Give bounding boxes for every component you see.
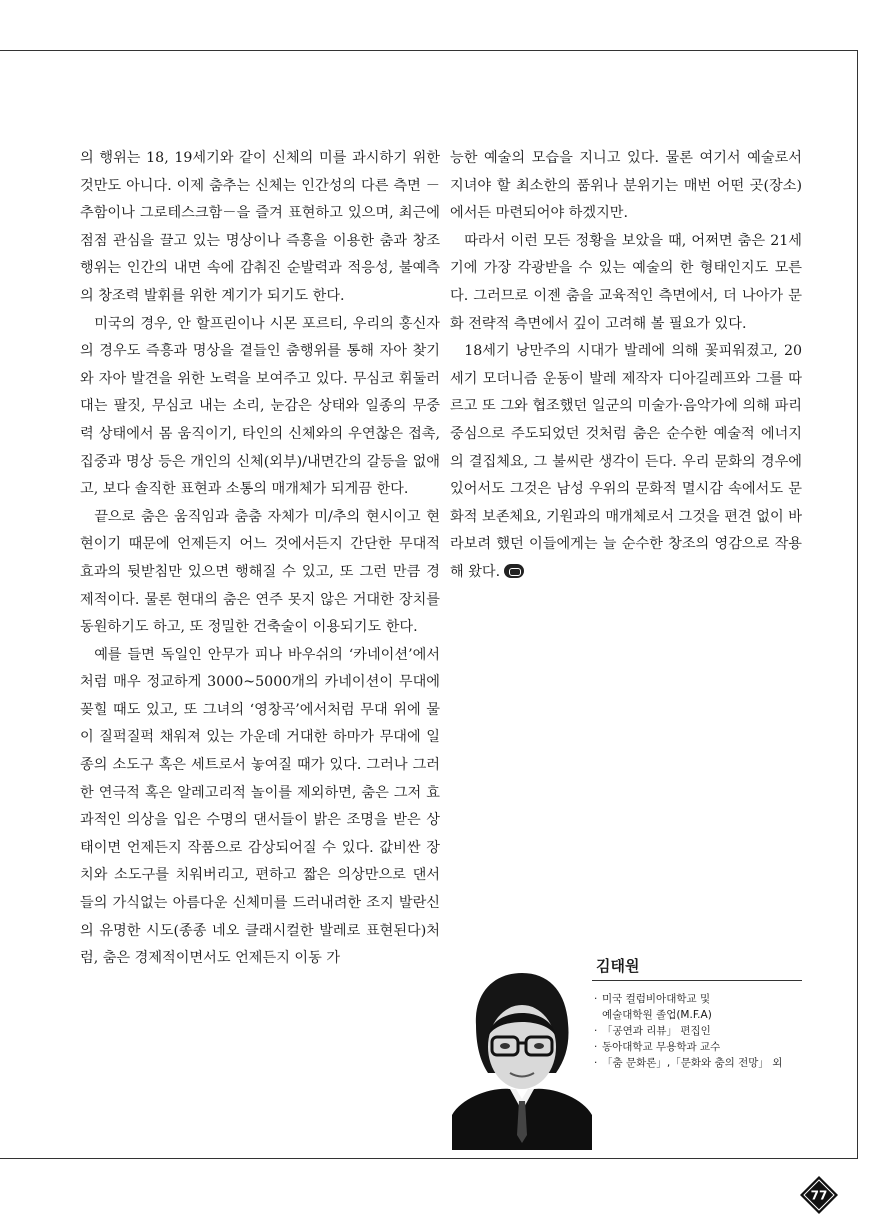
author-name: 김태원 bbox=[596, 957, 640, 975]
right-text-column bbox=[450, 145, 802, 587]
bio-item: · 「공연과 리뷰」 편집인 bbox=[592, 1023, 812, 1039]
bio-item: 예술대학원 졸업(M.F.A) bbox=[602, 1009, 712, 1021]
page-number: 77 bbox=[810, 1188, 828, 1203]
bio-item: · 미국 컬럼비아대학교 및 bbox=[592, 991, 812, 1007]
left-text-column bbox=[80, 145, 440, 973]
article-end-mark-icon bbox=[504, 564, 524, 578]
paragraph: 능한 예술의 모습을 지니고 있다. 물론 여기서 예술로서 지녀야 할 최소한의 품위나 분위기는 매번 어떤 곳(장소)에서든 마련되어야 하겠지만. bbox=[450, 150, 802, 222]
paragraph: 따라서 이런 모든 정황을 보았을 때, 어쩌면 춤은 21세기에 가장 각광받을 수 있는 예술의 한 형태인지도 모른다. 그러므로 이젠 춤을 교육적인 측면에서, 더 나아가 문화 전략적 측면에서 깊이 고려해 볼 필요가 있다. bbox=[450, 232, 802, 332]
page-number-badge bbox=[799, 1175, 839, 1215]
paragraph: 예를 들면 독일인 안무가 피나 바우쉬의 ‘카네이션’에서처럼 매우 정교하게 3000~5000개의 카네이션이 무대에 꽂힐 때도 있고, 또 그녀의 ‘영창곡’에서처럼 무대 위에 물이 질퍽질퍽 채워져 있는 가운데 거대한 하마가 무대에 일종의 소도구 혹은 세트로서 놓여질 때가 있다. 그러나 그러한 연극적 혹은 알레고리적 놀이를 제외하면, 춤은 그저 효과적인 의상을 입은 수명의 댄서들이 밝은 조명을 받은 상태이면 언제든지 작품으로 감상되어질 수 있다. 값비싼 장치와 소도구를 치워버리고, 편하고 짧은 의상만으로 댄서들의 가식없는 아름다운 신체미를 드러내려한 조지 발란신의 유명한 시도(종종 네오 클래시컬한 발레로 표현된다)처럼, 춤은 경제적이면서도 언제든지 이동 가 bbox=[80, 646, 440, 967]
author-divider bbox=[592, 980, 802, 981]
author-bio-list bbox=[592, 991, 812, 1071]
paragraph: 의 행위는 18, 19세기와 같이 신체의 미를 과시하기 위한 것만도 아니다. 이제 춤추는 신체는 인간성의 다른 측면 －추함이나 그로테스크함－을 즐겨 표현하고 있으며, 최근에 점점 관심을 끌고 있는 명상이나 즉흥을 이용한 춤과 창조행위는 인간의 내면 속에 감춰진 순발력과 적응성, 불예측의 창조력 발휘를 위한 계기가 되기도 한다. bbox=[80, 150, 440, 304]
paragraph: 미국의 경우, 안 할프린이나 시몬 포르티, 우리의 홍신자의 경우도 즉흥과 명상을 곁들인 춤행위를 통해 자아 찾기와 자아 발견을 위한 노력을 보여주고 있다. 무심코 휘둘러대는 팔짓, 무심코 내는 소리, 눈감은 상태와 일종의 무중력 상태에서 몸 움직이기, 타인의 신체와의 우연찮은 접촉, 집중과 명상 등은 개인의 신체(외부)/내면간의 갈등을 없애고, 보다 솔직한 표현과 소통의 매개체가 되게끔 한다. bbox=[80, 315, 440, 498]
page-frame-top-rule bbox=[0, 50, 858, 51]
bio-item: · 「춤 문화론」,「문화와 춤의 전망」 외 bbox=[592, 1055, 812, 1071]
paragraph: 끝으로 춤은 움직임과 춤춤 자체가 미/추의 현시이고 현현이기 때문에 언제든지 어느 것에서든지 간단한 무대적 효과의 뒷받침만 있으면 행해질 수 있고, 또 그런 만큼 경제적이다. 물론 현대의 춤은 연주 못지 않은 거대한 장치를 동원하기도 하고, 또 정밀한 건축술이 이용되기도 한다. bbox=[80, 508, 440, 636]
author-photo bbox=[452, 965, 592, 1150]
author-info bbox=[592, 955, 812, 1071]
bio-item: · 동아대학교 무용학과 교수 bbox=[592, 1039, 812, 1055]
paragraph-text: 18세기 낭만주의 시대가 발레에 의해 꽃피워졌고, 20세기 모더니즘 운동이 발레 제작자 디아길레프와 그를 따르고 또 그와 협조했던 일군의 미술가·음악가에 의해 파리 중심으로 주도되었던 것처럼 춤은 순수한 예술적 에너지의 결집체요, 그 불씨란 생각이 든다. 우리 문화의 경우에 있어서도 그것은 남성 우위의 문화적 멸시감 속에서도 문화적 보존체요, 기원과의 매개체로서 그것을 편견 없이 바라보려 했던 이들에게는 늘 순수한 창조의 영감으로 작용해 왔다. bbox=[450, 343, 802, 580]
paragraph bbox=[450, 338, 802, 586]
page-frame-right-rule bbox=[857, 50, 858, 1158]
page-frame-bottom-rule bbox=[0, 1158, 858, 1159]
